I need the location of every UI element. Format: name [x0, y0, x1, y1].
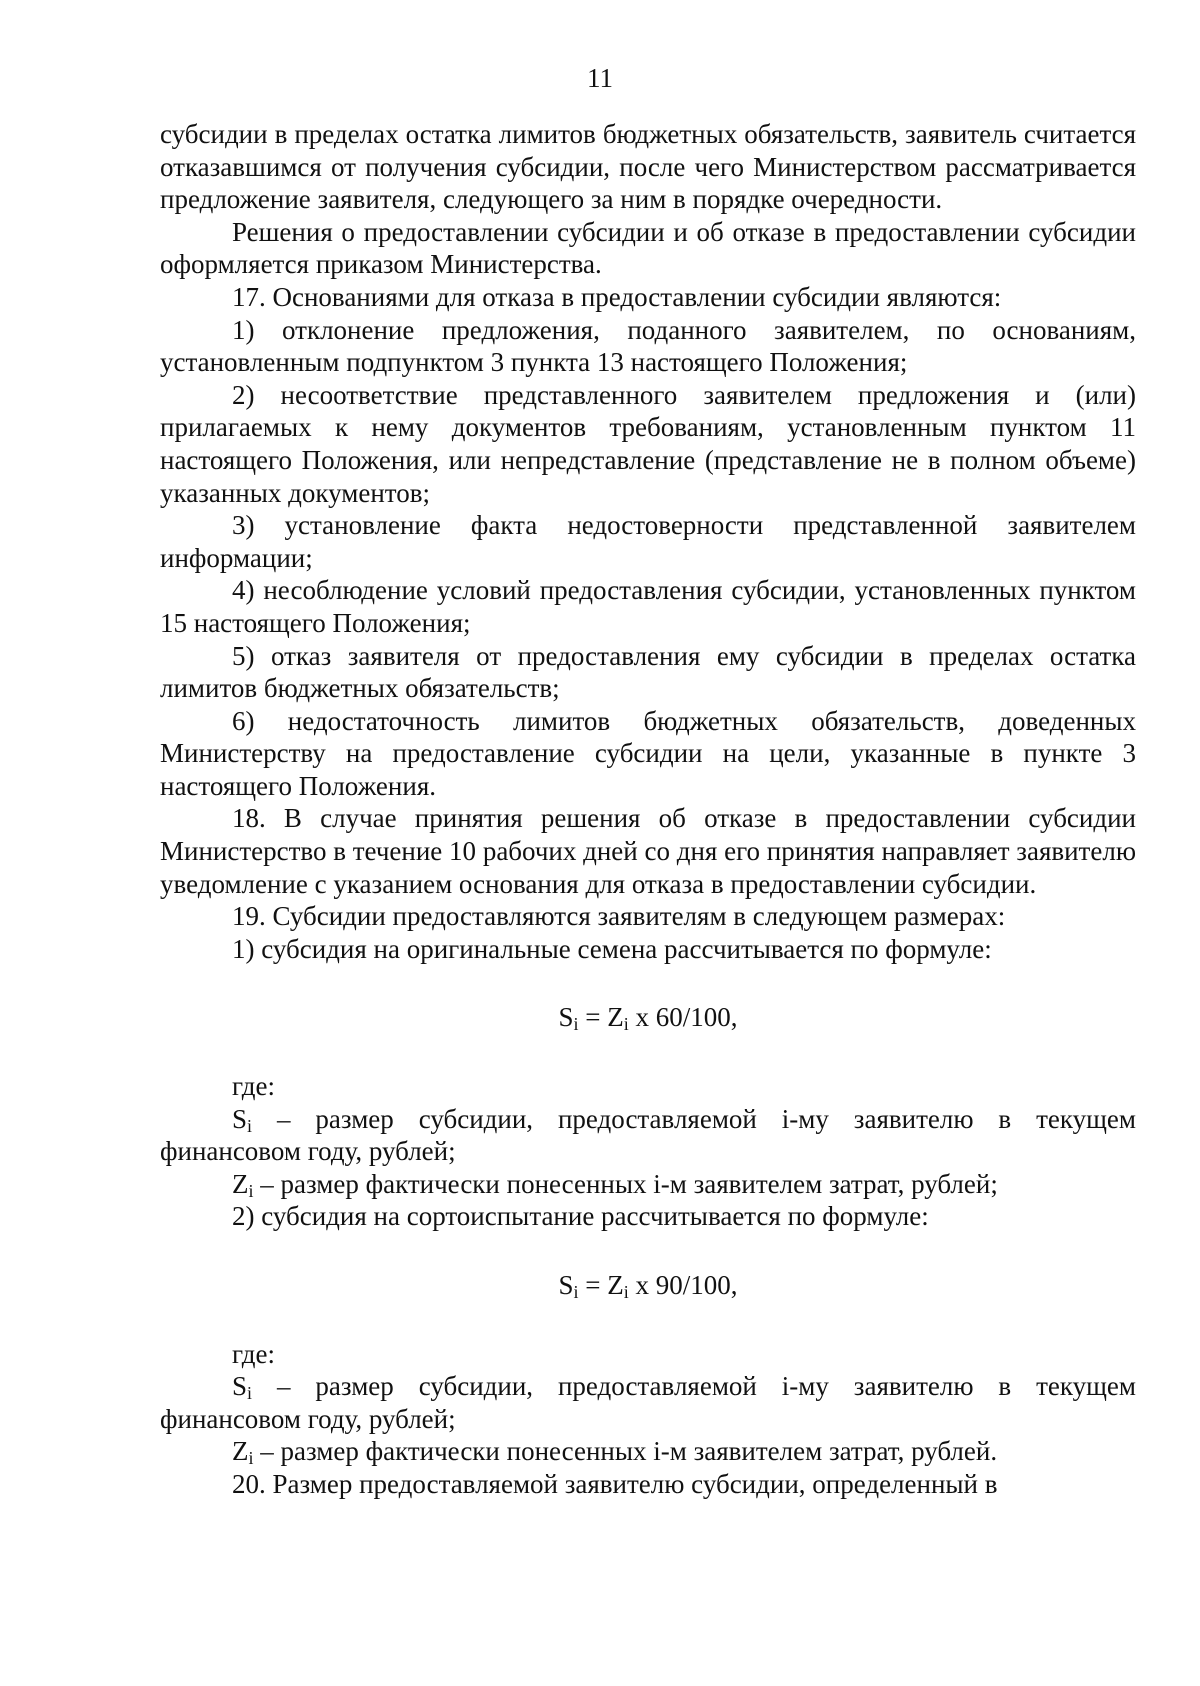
- where-s-text: – размер субсидии, предоставляемой i-му заявителю в текущем финансовом году, рублей;: [160, 1371, 1136, 1434]
- where-z-symbol: Z: [232, 1168, 249, 1199]
- where-s-symbol: S: [232, 1371, 248, 1402]
- formula-eq-z: = Z: [578, 1002, 624, 1033]
- where-s-definition: [160, 1103, 1136, 1168]
- document-body: [160, 118, 1136, 1501]
- where-s-index: i: [247, 1383, 253, 1404]
- list-item-19-2: 2) субсидия на сортоиспытание рассчитывается по формуле:: [232, 1201, 929, 1232]
- formula-s: S: [558, 1002, 574, 1033]
- where-s-definition: [160, 1370, 1136, 1435]
- where-label: где:: [232, 1071, 275, 1102]
- paragraph-item-18: 18. В случае принятия решения об отказе в предоставлении субсидии Министерство в течение 10 рабочих дней со дня его принятия направляет заявителю уведомление с указанием основания для отказа в предоставлении субсидии.: [160, 803, 1136, 899]
- formula-s: S: [558, 1270, 574, 1300]
- list-item-4: 4) несоблюдение условий предоставления субсидии, установленных пунктом 15 настоящего Положения;: [160, 575, 1136, 638]
- where-z-definition: [160, 1435, 1136, 1468]
- formula-eq-z: = Z: [578, 1270, 624, 1300]
- formula-original-seeds: [160, 1001, 1136, 1034]
- where-s-index: i: [247, 1115, 253, 1136]
- list-item-3: 3) установление факта недостоверности представленной заявителем информации;: [160, 510, 1136, 573]
- page-number: 11: [587, 63, 613, 93]
- where-z-text: – размер фактически понесенных i-м заявителем затрат, рублей.: [253, 1436, 998, 1467]
- list-item-19-1: 1) субсидия на оригинальные семена рассчитывается по формуле:: [232, 933, 992, 964]
- paragraph-item-19: 19. Субсидии предоставляются заявителям в следующем размерах:: [232, 901, 1006, 932]
- formula-z-index: i: [623, 1014, 629, 1035]
- where-s-text: – размер субсидии, предоставляемой i-му заявителю в текущем финансовом году, рублей;: [160, 1103, 1136, 1167]
- where-z-index: i: [248, 1448, 254, 1469]
- list-item-5: 5) отказ заявителя от предоставления ему субсидии в пределах остатка лимитов бюджетных обязательств;: [160, 640, 1136, 704]
- formula-rest: x 90/100,: [628, 1270, 738, 1300]
- list-item-2: 2) несоответствие представленного заявителем предложения и (или) прилагаемых к нему документов требованиям, установленным пунктом 11 настоящего Положения, или непредставление (представление не в полном объеме) указанных документов;: [160, 379, 1136, 508]
- paragraph-decision: Решения о предоставлении субсидии и об отказе в предоставлении субсидии оформляется приказом Министерства.: [160, 216, 1136, 280]
- where-z-text: – размер фактически понесенных i-м заявителем затрат, рублей;: [253, 1168, 998, 1199]
- paragraph-item-20: 20. Размер предоставляемой заявителю субсидии, определенный в: [232, 1468, 998, 1499]
- paragraph-item-17: 17. Основаниями для отказа в предоставлении субсидии являются:: [232, 281, 1002, 312]
- formula-s-index: i: [573, 1282, 579, 1302]
- where-s-symbol: S: [232, 1103, 248, 1134]
- list-item-6: 6) недостаточность лимитов бюджетных обязательств, доведенных Министерству на предоставление субсидии на цели, указанные в пункте 3 настоящего Положения.: [160, 705, 1136, 801]
- formula-z-index: i: [623, 1282, 629, 1302]
- list-item-1: 1) отклонение предложения, поданного заявителем, по основаниям, установленным подпунктом 3 пункта 13 настоящего Положения;: [160, 314, 1136, 378]
- where-z-definition: [160, 1168, 1136, 1201]
- where-z-index: i: [248, 1180, 254, 1201]
- paragraph-continuation: субсидии в пределах остатка лимитов бюджетных обязательств, заявитель считается отказавшимся от получения субсидии, после чего Министерством рассматривается предложение заявителя, следующего за ним в порядке очередности.: [160, 119, 1136, 215]
- formula-variety-testing: [160, 1269, 1136, 1302]
- formula-s-index: i: [573, 1014, 579, 1035]
- where-z-symbol: Z: [232, 1436, 249, 1467]
- formula-rest: x 60/100,: [628, 1002, 738, 1033]
- where-label: где:: [232, 1338, 275, 1369]
